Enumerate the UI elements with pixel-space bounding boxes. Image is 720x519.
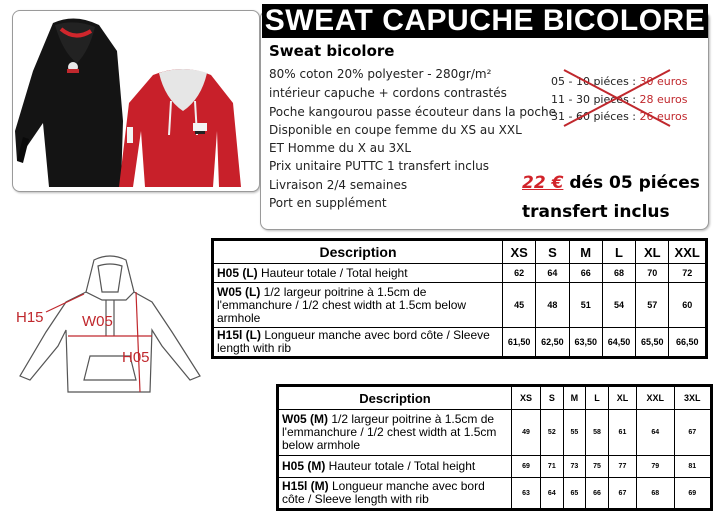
product-photo [13,11,259,191]
black-hoodie-image [15,18,123,187]
table-cell: 66 [569,264,602,283]
table-cell: 68 [602,264,635,283]
table-cell: 68 [637,478,674,510]
table-cell: 65 [563,478,586,510]
table-cell: 69 [674,478,711,510]
table-cell: 67 [608,478,636,510]
col-header: S [536,240,569,264]
table-cell: 81 [674,456,711,478]
dim-label-h15: H15 [16,309,44,326]
col-header: L [602,240,635,264]
table-cell: 52 [541,410,564,456]
table-cell: 64 [541,478,564,510]
row-description: W05 (L) 1/2 largeur poitrine à 1.5cm de l'emmanchure / 1/2 chest width at 1.5cm below armhole [213,283,503,328]
table-cell: 64,50 [602,328,635,358]
table-row [213,264,707,283]
row-description: W05 (M) 1/2 largeur poitrine à 1.5cm de l'emmanchure / 1/2 chest width at 1.5cm below armhole [278,410,512,456]
info-line: Prix unitaire PUTTC 1 transfert inclus [269,159,490,173]
table-row [278,410,712,456]
price-tier: 11 - 30 pieces : 28 euros [551,93,688,106]
dim-label-w05: W05 [82,313,113,330]
table-cell: 64 [536,264,569,283]
table-cell: 79 [637,456,674,478]
table-row [278,478,712,510]
table-cell: 45 [503,283,536,328]
row-description: H05 (M) Hauteur totale / Total height [278,456,512,478]
info-line: Disponible en coupe femme du XS au XXL [269,123,522,137]
row-description: H15l (L) Longueur manche avec bord côte / Sleeve length with rib [213,328,503,358]
info-line: Poche kangourou passe écouteur dans la poche [269,105,556,119]
table-cell: 73 [563,456,586,478]
info-line: Livraison 2/4 semaines [269,178,408,192]
col-header: Description [213,240,503,264]
col-header: XL [636,240,669,264]
col-header: S [541,386,564,410]
table-cell: 66,50 [669,328,707,358]
info-line: intérieur capuche + cordons contrastés [269,86,507,100]
product-photo-frame [12,10,260,192]
row-description: H15l (M) Longueur manche avec bord côte / Sleeve length with rib [278,478,512,510]
table-cell: 63 [512,478,541,510]
table-cell: 62 [503,264,536,283]
table-cell: 65,50 [636,328,669,358]
table-cell: 51 [569,283,602,328]
size-table-men [276,384,713,511]
info-line: 80% coton 20% polyester - 280gr/m² [269,67,492,81]
product-name: Sweat bicolore [269,42,395,60]
table-cell: 58 [586,410,609,456]
row-description: H05 (L) Hauteur totale / Total height [213,264,503,283]
table-cell: 71 [541,456,564,478]
table-row [278,456,712,478]
table-cell: 64 [637,410,674,456]
table-cell: 69 [512,456,541,478]
strike-cross [560,66,675,132]
table-header-row [213,240,707,264]
table-cell: 63,50 [569,328,602,358]
offer-transfer: transfert inclus [522,202,670,222]
table-cell: 55 [563,410,586,456]
offer-price: 22 € dés 05 piéces [522,173,700,193]
col-header: M [563,386,586,410]
table-cell: 67 [674,410,711,456]
col-header: M [569,240,602,264]
table-cell: 54 [602,283,635,328]
page-title: SWEAT CAPUCHE BICOLORE [262,4,708,38]
table-cell: 77 [608,456,636,478]
table-cell: 48 [536,283,569,328]
col-header: XS [512,386,541,410]
dim-label-h05: H05 [122,349,150,366]
table-cell: 57 [636,283,669,328]
info-line: ET Homme du X au 3XL [269,141,412,155]
table-cell: 75 [586,456,609,478]
col-header: L [586,386,609,410]
table-cell: 72 [669,264,707,283]
col-header: XS [503,240,536,264]
col-header: XXL [637,386,674,410]
table-cell: 66 [586,478,609,510]
price-tier: 31 - 60 piéces : 26 euros [551,110,688,123]
table-cell: 49 [512,410,541,456]
table-cell: 60 [669,283,707,328]
price-tier: 05 - 10 piéces : 30 euros [551,75,688,88]
table-row [213,283,707,328]
col-header: 3XL [674,386,711,410]
table-header-row [278,386,712,410]
red-hoodie-image [119,69,241,187]
info-line: Port en supplément [269,196,387,210]
table-row [213,328,707,358]
table-cell: 61,50 [503,328,536,358]
col-header: Description [278,386,512,410]
table-cell: 61 [608,410,636,456]
table-cell: 62,50 [536,328,569,358]
table-cell: 70 [636,264,669,283]
col-header: XXL [669,240,707,264]
col-header: XL [608,386,636,410]
size-table-women [211,238,708,359]
